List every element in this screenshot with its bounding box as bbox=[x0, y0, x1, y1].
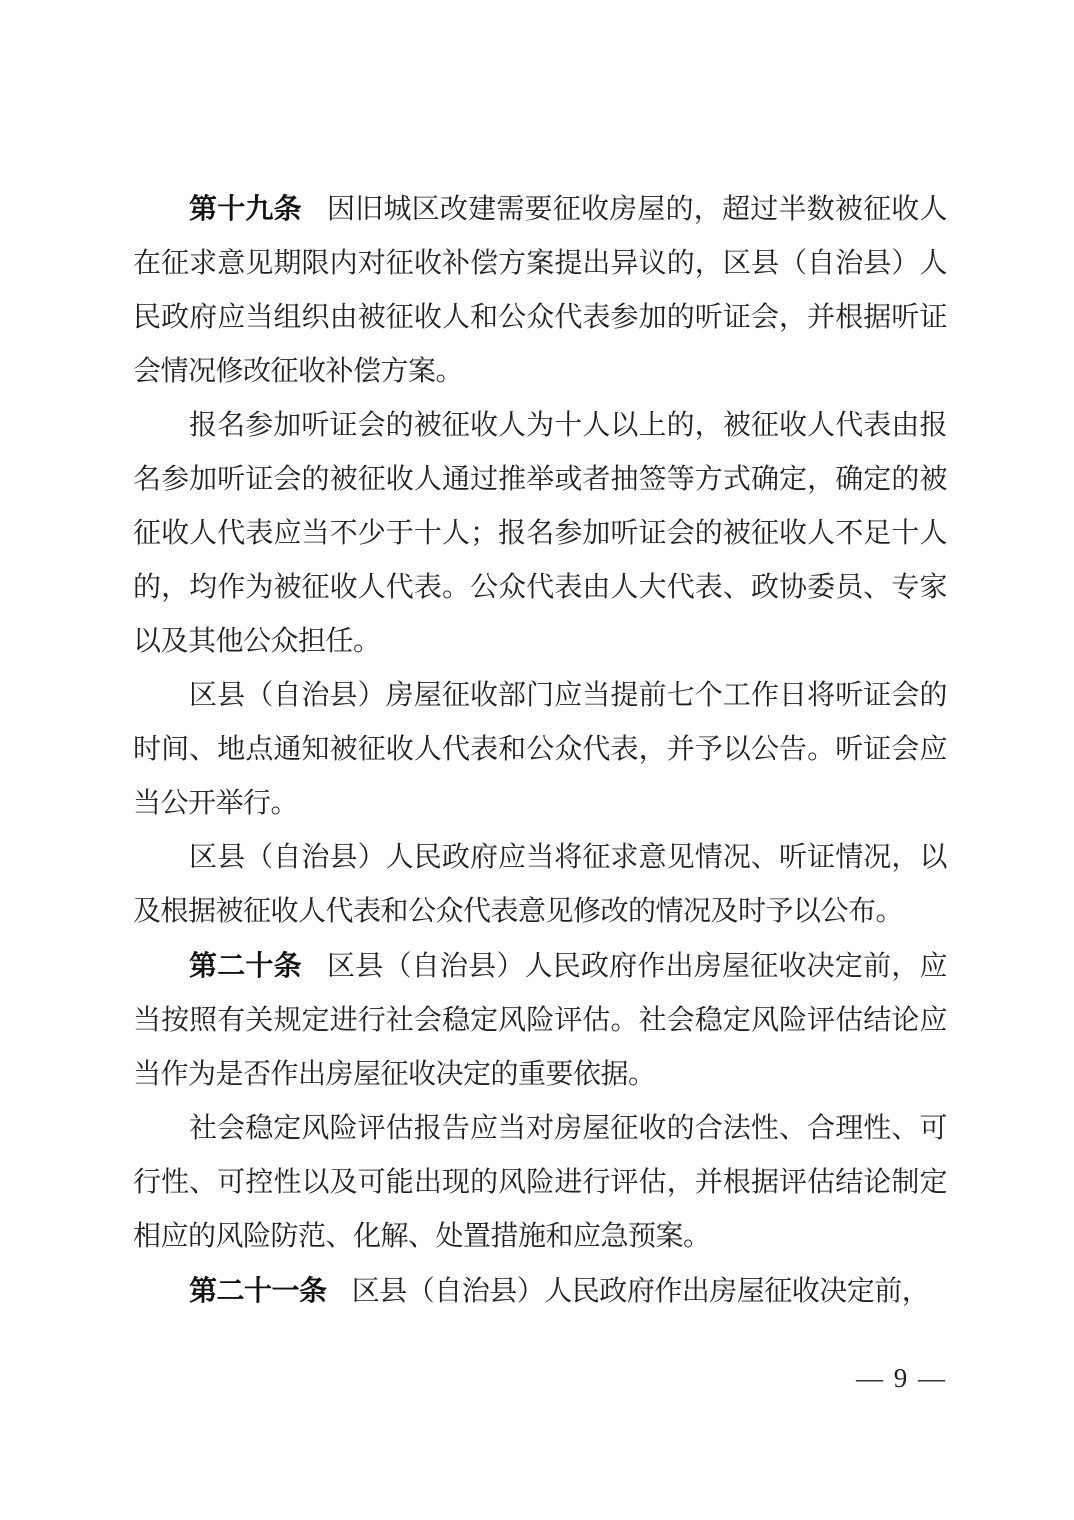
body-paragraph bbox=[133, 1102, 947, 1264]
article-number-label: 第十九条 bbox=[189, 193, 302, 224]
paragraph-text: 区县（自治县）人民政府作出房屋征收决定前，应当按照有关规定进行社会稳定风险评估。社会稳定风险评估结论应当作为是否作出房屋征收决定的重要依据。 bbox=[133, 951, 947, 1090]
document-body bbox=[133, 182, 947, 1319]
article-paragraph bbox=[133, 939, 947, 1102]
article-paragraph bbox=[133, 1264, 947, 1319]
paragraph-text: 因旧城区改建需要征收房屋的，超过半数被征收人在征求意见期限内对征收补偿方案提出异议的，区县（自治县）人民政府应当组织由被征收人和公众代表参加的听证会，并根据听证会情况修改征收补偿方案。 bbox=[133, 194, 947, 387]
paragraph-text: 区县（自治县）人民政府应当将征求意见情况、听证情况，以及根据被征收人代表和公众代表意见修改的情况及时予以公布。 bbox=[133, 842, 947, 927]
body-paragraph bbox=[133, 399, 947, 669]
article-number-label: 第二十条 bbox=[189, 950, 302, 981]
body-paragraph bbox=[133, 669, 947, 831]
page-number: — 9 — bbox=[856, 1363, 947, 1393]
paragraph-text: 社会稳定风险评估报告应当对房屋征收的合法性、合理性、可行性、可控性以及可能出现的风险进行评估，并根据评估结论制定相应的风险防范、化解、处置措施和应急预案。 bbox=[133, 1113, 947, 1252]
paragraph-text: 区县（自治县）房屋征收部门应当提前七个工作日将听证会的时间、地点通知被征收人代表和公众代表，并予以公告。听证会应当公开举行。 bbox=[133, 680, 947, 819]
paragraph-text: 区县（自治县）人民政府作出房屋征收决定前， bbox=[351, 1276, 930, 1307]
body-paragraph bbox=[133, 831, 947, 939]
article-number-label: 第二十一条 bbox=[189, 1275, 327, 1306]
article-paragraph bbox=[133, 182, 947, 399]
paragraph-text: 报名参加听证会的被征收人为十人以上的，被征收人代表由报名参加听证会的被征收人通过推举或者抽签等方式确定，确定的被征收人代表应当不少于十人；报名参加听证会的被征收人不足十人的，均作为被征收人代表。公众代表由人大代表、政协委员、专家以及其他公众担任。 bbox=[133, 410, 947, 657]
